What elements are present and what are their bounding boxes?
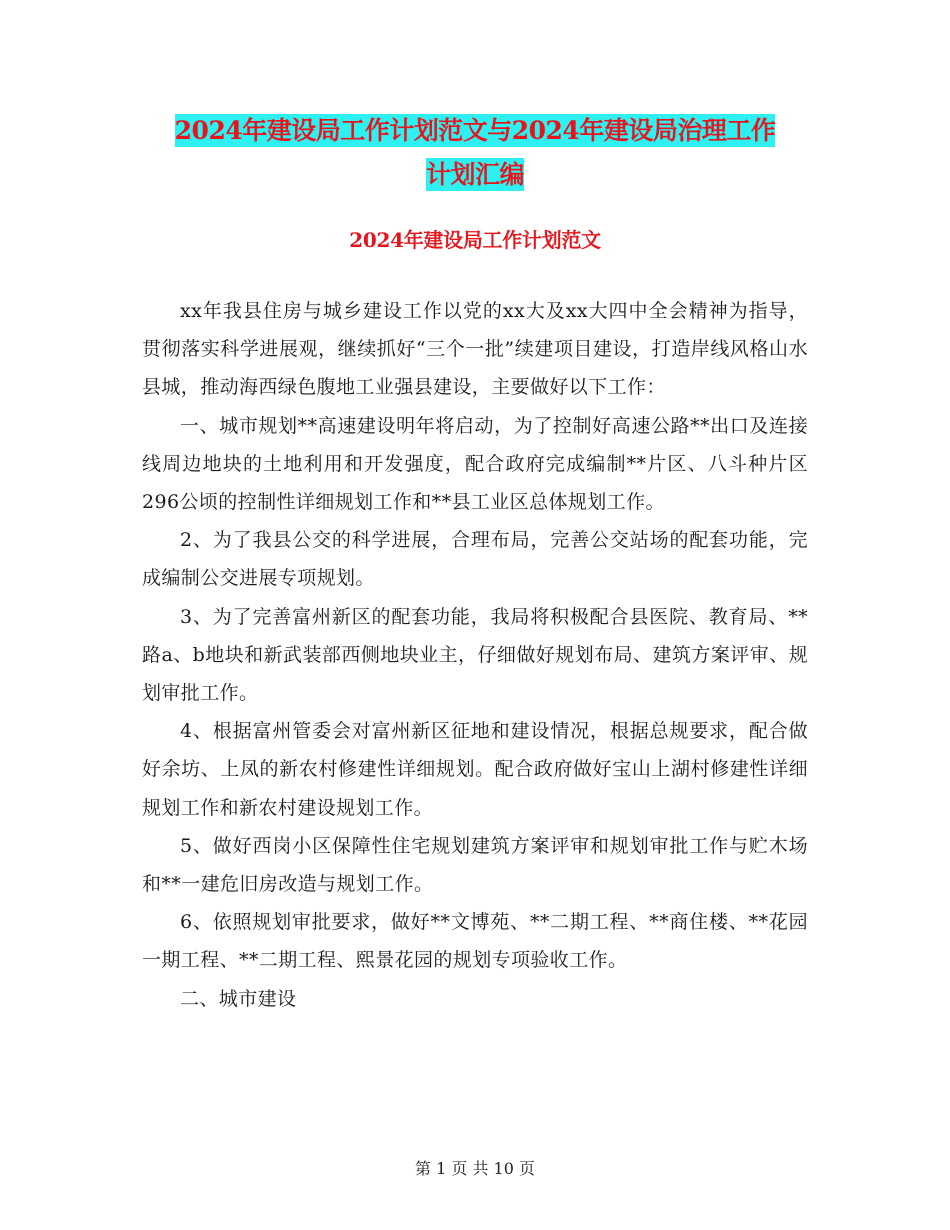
paragraph-item-6: 6、依照规划审批要求，做好**文博苑、**二期工程、**商住楼、**花园一期工程、**二期工程、熙景花园的规划专项验收工作。 xyxy=(142,911,808,972)
paragraph-item-4: 4、根据富州管委会对富州新区征地和建设情况，根据总规要求，配合做好余坊、上凤的新农村修建性详细规划。配合政府做好宝山上湖村修建性详细规划工作和新农村建设规划工作。 xyxy=(142,720,808,819)
document-title-line-2-text: 计划汇编 xyxy=(425,160,524,189)
paragraph-item-2: 2、为了我县公交的科学进展，合理布局，完善公交站场的配套功能，完成编制公交进展专项规划。 xyxy=(142,529,808,590)
section-title: 2024年建设局工作计划范文 xyxy=(349,228,601,252)
paragraph-urban-construction: 二、城市建设 xyxy=(180,987,297,1010)
page-footer: 第 1 页 共 10 页 xyxy=(415,1159,535,1178)
paragraph-intro: xx年我县住房与城乡建设工作以党的xx大及xx大四中全会精神为指导，贯彻落实科学进展观，继续抓好“三个一批”续建项目建设，打造岸线风格山水县城，推动海西绿色腹地工业强县建设，主要做好以下工作： xyxy=(142,300,808,399)
paragraph-urban-planning: 一、城市规划**高速建设明年将启动，为了控制好高速公路**出口及连接线周边地块的土地利用和开发强度，配合政府完成编制**片区、八斗种片区296公顷的控制性详细规划工作和**县工业区总体规划工作。 xyxy=(142,414,808,514)
paragraph-item-3: 3、为了完善富州新区的配套功能，我局将积极配合县医院、教育局、**路a、b地块和新武装部西侧地块业主，仔细做好规划布局、建筑方案评审、规划审批工作。 xyxy=(142,605,808,705)
document-title-line-1-text: 2024年建设局工作计划范文与2024年建设局治理工作 xyxy=(174,116,776,145)
paragraph-item-5: 5、做好西岗小区保障性住宅规划建筑方案评审和规划审批工作与贮木场和**一建危旧房改造与规划工作。 xyxy=(142,834,808,896)
document-title-line-2 xyxy=(0,155,950,191)
document-title-line-1 xyxy=(0,111,950,147)
document-body xyxy=(142,292,808,1018)
